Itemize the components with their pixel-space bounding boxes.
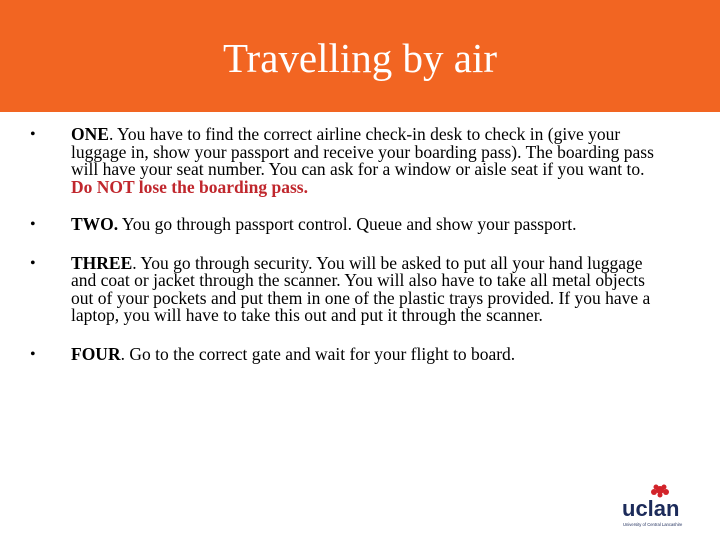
slide-title: Travelling by air <box>222 35 498 81</box>
bullet-text: . You have to find the correct airline check-in desk to check in (give your luggage in, show your passport and receive your boarding pass). The boarding pass will have your seat number. You can ask for a window or aisle seat if you want to. <box>71 124 654 179</box>
bullet-text: You go through passport control. Queue and show your passport. <box>118 214 577 234</box>
uclan-logo-graphic <box>620 484 690 530</box>
bullet-label: ONE <box>71 124 109 144</box>
bullet-label: THREE <box>71 252 133 273</box>
bullet-highlight: Do NOT lose the boarding pass. <box>71 176 308 197</box>
bullet-item-four <box>30 343 661 364</box>
bullet-marker: • <box>30 216 36 233</box>
bullet-text: . Go to the correct gate and wait for your flight to board. <box>120 343 516 364</box>
title-bar <box>0 0 720 112</box>
bullet-item-two <box>30 214 661 234</box>
bullet-marker: • <box>30 126 36 143</box>
logo-wordmark: uclan <box>622 496 680 521</box>
bullet-marker: • <box>30 254 36 272</box>
uclan-logo <box>620 484 690 530</box>
logo-tagline: University of Central Lancashire <box>623 522 683 527</box>
bullet-label: FOUR <box>71 343 121 364</box>
bullet-item-one <box>30 124 661 197</box>
bullet-text: . You go through security. You will be asked to put all your hand luggage and coat or jacket through the scanner. You will also have to take all metal objects out of your pockets and put them in one of the plastic trays provided. If you have a laptop, you will have to take this out and put it through the scanner. <box>71 252 651 325</box>
bullet-list <box>0 126 720 363</box>
bullet-label: TWO. <box>71 214 119 234</box>
bullet-marker: • <box>30 345 36 363</box>
bullet-item-three <box>30 252 661 325</box>
